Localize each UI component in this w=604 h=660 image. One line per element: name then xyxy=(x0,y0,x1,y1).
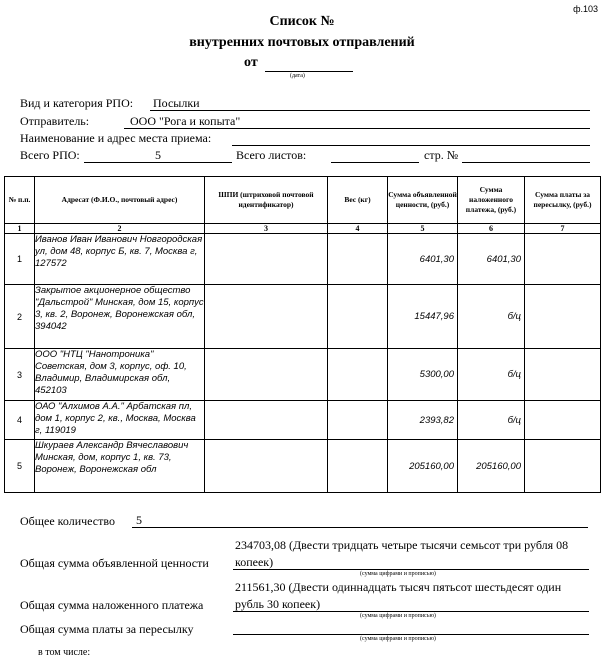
row-declared[interactable]: 15447,96 xyxy=(388,285,458,349)
table-row xyxy=(5,440,601,493)
row-addressee[interactable]: Шкураев Александр Вячеславович Минская, дом, корпус 1, кв. 73, Воронеж, Воронежская обл xyxy=(35,440,189,475)
rpo-type-line xyxy=(150,110,590,111)
total-rpo-value[interactable]: 5 xyxy=(155,148,161,162)
colnum-6: 6 xyxy=(458,224,525,234)
page-line[interactable] xyxy=(462,162,590,163)
including-label: в том числе: xyxy=(38,647,91,658)
rpo-type-value[interactable]: Посылки xyxy=(153,96,200,110)
colnum-3: 3 xyxy=(205,224,328,234)
row-shipping[interactable] xyxy=(525,234,601,285)
row-barcode[interactable] xyxy=(205,234,328,285)
title-from: от xyxy=(244,55,258,70)
total-sheets-label: Всего листов: xyxy=(236,148,307,162)
cod-line xyxy=(233,611,589,612)
row-cod[interactable]: б/ц xyxy=(458,349,525,401)
colnum-7: 7 xyxy=(525,224,601,234)
row-index: 4 xyxy=(5,401,35,440)
total-sheets-line[interactable] xyxy=(331,162,419,163)
declared-caption: (сумма цифрами и прописью) xyxy=(360,571,436,577)
row-weight[interactable] xyxy=(328,234,388,285)
row-barcode[interactable] xyxy=(205,285,328,349)
row-cod[interactable]: 205160,00 xyxy=(458,440,525,493)
row-addressee[interactable]: Иванов Иван Иванович Новгородская ул, дом 48, корпус Б, кв. 7, Москва г, 127572 xyxy=(35,234,203,269)
sender-label: Отправитель: xyxy=(20,114,90,128)
date-line[interactable] xyxy=(265,71,353,72)
place-line[interactable] xyxy=(232,145,590,146)
row-addressee[interactable]: ООО "НТЦ "Нанотроника" Советская, дом 3, корпус, оф. 10, Владимир, Владимирская обл, 452103 xyxy=(35,349,187,396)
header-col-7: Сумма платы за пересылку, (руб.) xyxy=(525,177,601,224)
cod-caption: (сумма цифрами и прописью) xyxy=(360,613,436,619)
row-weight[interactable] xyxy=(328,349,388,401)
count-value[interactable]: 5 xyxy=(136,513,142,527)
rpo-type-label: Вид и категория РПО: xyxy=(20,96,134,110)
title-subtitle: внутренних почтовых отправлений xyxy=(189,35,415,50)
table-row xyxy=(5,401,601,440)
shipping-caption: (сумма цифрами и прописью) xyxy=(360,636,436,642)
total-rpo-line xyxy=(84,162,232,163)
row-declared[interactable]: 2393,82 xyxy=(388,401,458,440)
table-row xyxy=(5,349,601,401)
row-barcode[interactable] xyxy=(205,401,328,440)
cod-value[interactable]: 211561,30 (Двести одиннадцать тысяч пятьсот шестьдесят один рубль 30 копеек) xyxy=(235,580,562,611)
colnum-5: 5 xyxy=(388,224,458,234)
row-cod[interactable]: б/ц xyxy=(458,285,525,349)
row-declared[interactable]: 5300,00 xyxy=(388,349,458,401)
colnum-2: 2 xyxy=(35,224,205,234)
shipping-label: Общая сумма платы за пересылку xyxy=(20,622,194,636)
header-col-5: Сумма объявленной ценности, (руб.) xyxy=(388,177,458,224)
row-declared[interactable]: 205160,00 xyxy=(388,440,458,493)
shipping-line[interactable] xyxy=(233,634,589,635)
form-code: ф.103 xyxy=(573,4,598,14)
row-weight[interactable] xyxy=(328,440,388,493)
date-caption: (дата) xyxy=(290,73,305,79)
row-shipping[interactable] xyxy=(525,401,601,440)
title-list-number: Список № xyxy=(269,14,335,29)
colnum-1: 1 xyxy=(5,224,35,234)
sender-line xyxy=(124,128,590,129)
declared-label: Общая сумма объявленной ценности xyxy=(20,556,209,570)
declared-value[interactable]: 234703,08 (Двести тридцать четыре тысячи семьсот три рубля 08 копеек) xyxy=(235,538,569,569)
table-row xyxy=(5,234,601,285)
cod-label: Общая сумма наложенного платежа xyxy=(20,598,204,612)
header-col-4: Вес (кг) xyxy=(328,177,388,224)
row-cod[interactable]: 6401,30 xyxy=(458,234,525,285)
total-rpo-label: Всего РПО: xyxy=(20,148,80,162)
row-barcode[interactable] xyxy=(205,440,328,493)
mail-items-table xyxy=(4,176,601,493)
header-col-6: Сумма наложенного платежа, (руб.) xyxy=(458,177,525,224)
table-header-row xyxy=(5,177,601,224)
header-col-3: ШПИ (штриховой почтовой идентификатор) xyxy=(205,177,328,224)
count-label: Общее количество xyxy=(20,514,115,528)
row-cod[interactable]: б/ц xyxy=(458,401,525,440)
row-addressee[interactable]: Закрытое акционерное общество "Дальстрой" Минская, дом 15, корпус 3, кв. 2, Воронеж, Воронежская обл, 394042 xyxy=(35,285,204,332)
sender-value[interactable]: ООО "Рога и копыта" xyxy=(130,114,241,128)
page-label: стр. № xyxy=(424,148,459,162)
colnum-4: 4 xyxy=(328,224,388,234)
count-line xyxy=(132,527,588,528)
row-index: 3 xyxy=(5,349,35,401)
header-col-2: Адресат (Ф.И.О., почтовый адрес) xyxy=(35,177,205,224)
row-shipping[interactable] xyxy=(525,349,601,401)
row-weight[interactable] xyxy=(328,285,388,349)
table-row xyxy=(5,285,601,349)
row-barcode[interactable] xyxy=(205,349,328,401)
row-index: 2 xyxy=(5,285,35,349)
place-label: Наименование и адрес места приема: xyxy=(20,131,212,145)
row-addressee[interactable]: ОАО "Алхимов А.А." Арбатская пл, дом 1, корпус 2, кв., Москва, Москва г, 119019 xyxy=(35,401,196,436)
row-shipping[interactable] xyxy=(525,285,601,349)
row-index: 5 xyxy=(5,440,35,493)
column-number-row xyxy=(5,224,601,234)
declared-line xyxy=(233,569,589,570)
row-shipping[interactable] xyxy=(525,440,601,493)
row-declared[interactable]: 6401,30 xyxy=(388,234,458,285)
row-weight[interactable] xyxy=(328,401,388,440)
row-index: 1 xyxy=(5,234,35,285)
header-col-1: № п.п. xyxy=(5,177,35,224)
